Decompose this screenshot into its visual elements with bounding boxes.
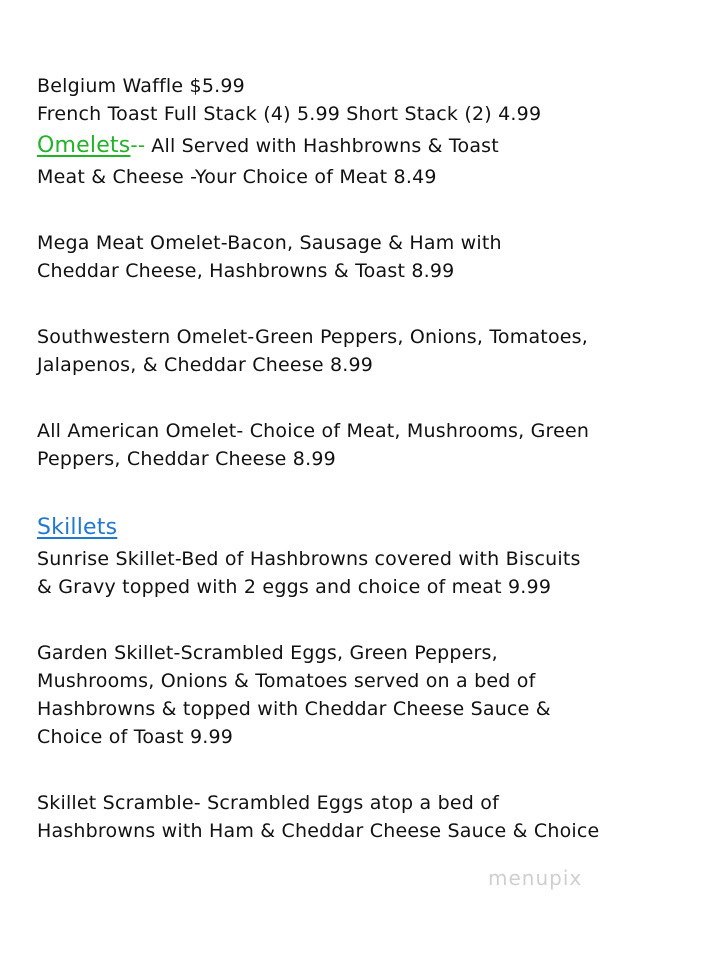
menu-item-line: Garden Skillet-Scrambled Eggs, Green Peppers,: [37, 642, 498, 664]
menu-item-line: Peppers, Cheddar Cheese 8.99: [37, 448, 336, 470]
skillet-item-sunrise: [37, 545, 697, 601]
menu-item-line: Sunrise Skillet-Bed of Hashbrowns covered with Biscuits: [37, 548, 581, 570]
menu-item-line: Mega Meat Omelet-Bacon, Sausage & Ham with: [37, 232, 502, 254]
menu-item-line: Cheddar Cheese, Hashbrowns & Toast 8.99: [37, 260, 455, 282]
skillet-item-garden: [37, 639, 697, 751]
omelet-item-southwestern: [37, 323, 697, 379]
omelets-heading: Omelets: [37, 133, 131, 158]
omelets-note: All Served with Hashbrowns & Toast: [151, 135, 499, 157]
omelet-item-all-american: [37, 417, 697, 473]
menu-item-line: All American Omelet- Choice of Meat, Mushrooms, Green: [37, 420, 590, 442]
menu-page: [37, 72, 697, 845]
menu-item-line: Skillet Scramble- Scrambled Eggs atop a bed of: [37, 792, 499, 814]
menu-item-line: Hashbrowns & topped with Cheddar Cheese Sauce &: [37, 698, 551, 720]
menu-item-french-toast: French Toast Full Stack (4) 5.99 Short Stack (2) 4.99: [37, 103, 542, 125]
skillets-heading-row: [37, 511, 697, 545]
menu-item-line: Hashbrowns with Ham & Cheddar Cheese Sauce & Choice: [37, 820, 600, 842]
omelet-item-meat-cheese: [37, 163, 697, 191]
menu-item-belgium-waffle: Belgium Waffle $5.99: [37, 75, 245, 97]
menupix-watermark: menupix: [488, 866, 583, 890]
menu-item-line: Choice of Toast 9.99: [37, 726, 234, 748]
skillets-heading: Skillets: [37, 515, 118, 540]
menu-item-line: Southwestern Omelet-Green Peppers, Onions, Tomatoes,: [37, 326, 588, 348]
omelets-heading-row: [37, 128, 697, 163]
menu-item-line: Mushrooms, Onions & Tomatoes served on a bed of: [37, 670, 536, 692]
menu-item-line: & Gravy topped with 2 eggs and choice of meat 9.99: [37, 576, 552, 598]
skillet-item-scramble: [37, 789, 697, 845]
menu-item-line: Meat & Cheese -Your Choice of Meat 8.49: [37, 166, 437, 188]
menu-item-line: Jalapenos, & Cheddar Cheese 8.99: [37, 354, 374, 376]
omelet-item-mega-meat: [37, 229, 697, 285]
omelets-dashes: --: [130, 133, 146, 157]
